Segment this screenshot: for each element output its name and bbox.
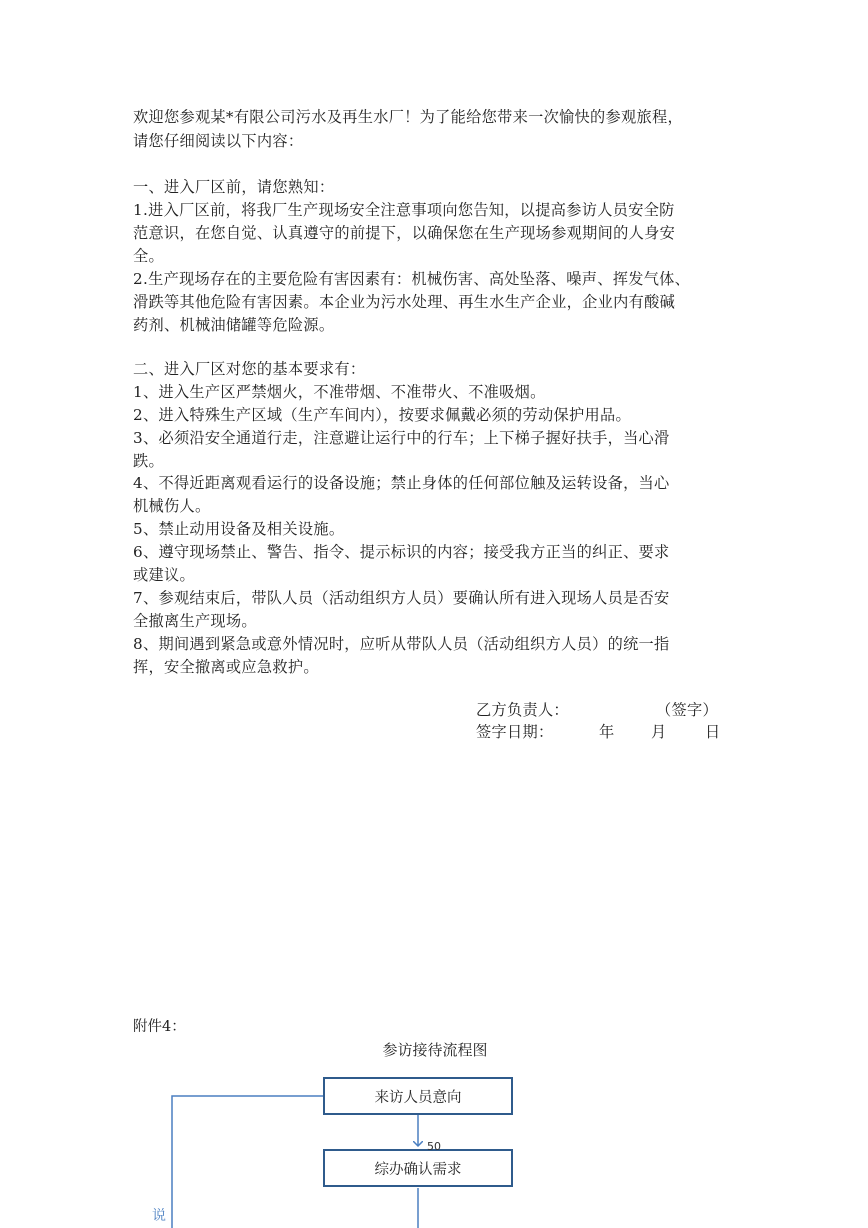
- requirement-4-line-1: 4、不得近距离观看运行的设备设施；禁止身体的任何部位触及运转设备，当心: [133, 474, 670, 492]
- requirement-6-line-1: 6、遵守现场禁止、警告、指令、提示标识的内容；接受我方正当的纠正、要求: [133, 543, 670, 561]
- requirement-2: 2、进入特殊生产区域（生产车间内），按要求佩戴必须的劳动保护用品。: [133, 406, 631, 424]
- requirement-7-line-2: 全撤离生产现场。: [133, 612, 257, 630]
- sign-note: （签字）: [656, 701, 718, 719]
- requirement-8-line-1: 8、期间遇到紧急或意外情况时，应听从带队人员（活动组织方人员）的统一指: [133, 635, 670, 653]
- responsible-label: 乙方负责人：: [476, 701, 569, 719]
- sign-date-month: 月: [651, 723, 667, 741]
- section-1-item-2-line-2: 滑跌等其他危险有害因素。本企业为污水处理、再生水生产企业，企业内有酸碱: [133, 293, 676, 311]
- section-1-item-2-line-1: 2.生产现场存在的主要危险有害因素有：机械伤害、高处坠落、噪声、挥发气体、: [133, 270, 691, 288]
- flow-box-visitor-intent: 来访人员意向: [323, 1077, 513, 1115]
- section-1-item-1-line-2: 范意识，在您自觉、认真遵守的前提下，以确保您在生产现场参观期间的人身安: [133, 224, 676, 242]
- requirement-3-line-1: 3、必须沿安全通道行走，注意避让运行中的行车；上下梯子握好扶手，当心滑: [133, 429, 670, 447]
- requirement-8-line-2: 挥，安全撤离或应急救护。: [133, 658, 319, 676]
- sign-date-label: 签字日期：: [476, 723, 554, 741]
- feedback-line: [172, 1096, 323, 1228]
- section-1-heading: 一、进入厂区前，请您熟知：: [133, 178, 335, 196]
- page-number: 50: [427, 1140, 441, 1153]
- flowchart-title: 参访接待流程图: [382, 1041, 488, 1059]
- sign-date-day: 日: [705, 723, 721, 741]
- section-1-item-2-line-3: 药剂、机械油储罐等危险源。: [133, 316, 335, 334]
- requirement-1: 1、进入生产区严禁烟火，不准带烟、不准带火、不准吸烟。: [133, 383, 546, 401]
- intro-line-1: 欢迎您参观某*有限公司污水及再生水厂！为了能给您带来一次愉快的参观旅程，: [133, 108, 683, 126]
- requirement-3-line-2: 跌。: [133, 452, 164, 470]
- section-1-item-1-line-1: 1.进入厂区前，将我厂生产现场安全注意事项向您告知，以提高参访人员安全防: [133, 201, 675, 219]
- sign-date-year: 年: [599, 723, 615, 741]
- requirement-4-line-2: 机械伤人。: [133, 497, 211, 515]
- attachment-label: 附件4：: [133, 1019, 186, 1035]
- section-2-heading: 二、进入厂区对您的基本要求有：: [133, 360, 366, 378]
- intro-line-2: 请您仔细阅读以下内容：: [133, 132, 304, 150]
- requirement-7-line-1: 7、参观结束后，带队人员（活动组织方人员）要确认所有进入现场人员是否安: [133, 589, 670, 607]
- requirement-5: 5、禁止动用设备及相关设施。: [133, 520, 345, 538]
- flow-box-confirm-needs: 综办确认需求: [323, 1149, 513, 1187]
- flowchart-side-label: 说: [152, 1208, 166, 1224]
- section-1-item-1-line-3: 全。: [133, 247, 164, 265]
- requirement-6-line-2: 或建议。: [133, 566, 195, 584]
